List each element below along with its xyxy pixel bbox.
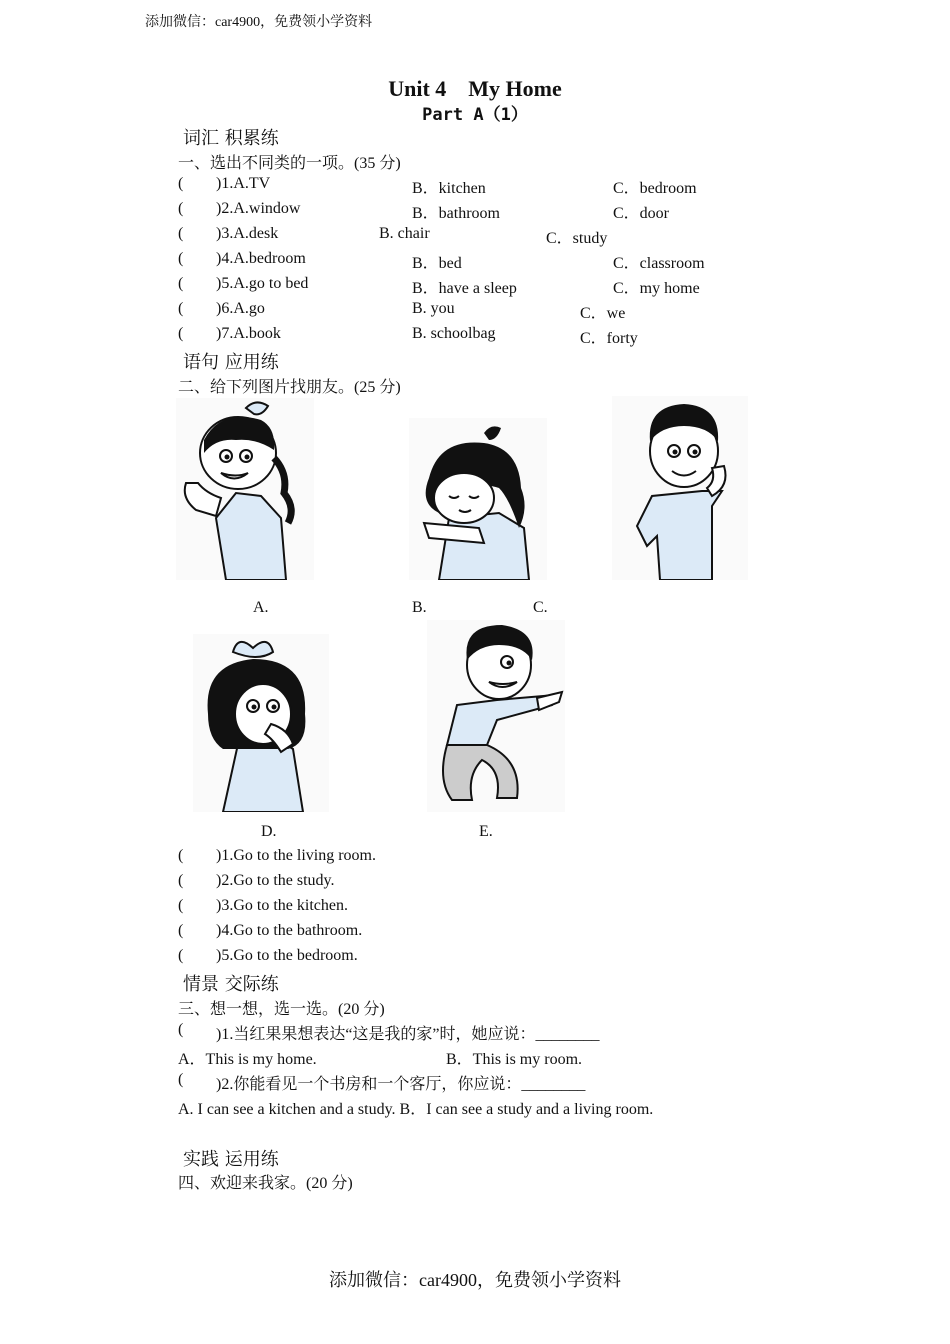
section2-heading: 语句 应用练	[183, 352, 279, 373]
header-note: 添加微信：car4900，免费领小学资料	[145, 15, 373, 30]
picture-c-boy-flexing	[612, 396, 748, 580]
question-paren: (	[178, 1021, 184, 1038]
section1-instruction: 一、选出不同类的一项。(35 分)	[178, 155, 401, 172]
question-1: )1.当红果果想表达“这是我的家”时，她应说：________	[216, 1026, 600, 1043]
option-b: B．This is my room.	[446, 1051, 583, 1068]
footer-note: 添加微信：car4900，免费领小学资料	[329, 1270, 621, 1290]
picture-e-boy-pointing	[427, 620, 565, 812]
picture-label-d: D.	[261, 823, 277, 840]
option-a: A．This is my home.	[178, 1051, 317, 1068]
picture-label-c: C.	[533, 599, 548, 616]
question-2: )2.你能看见一个书房和一个客厅，你应说：________	[216, 1076, 586, 1093]
section2-instruction: 二、给下列图片找朋友。(25 分)	[178, 379, 401, 396]
picture-label-b: B.	[412, 599, 427, 616]
section3-instruction: 三、想一想，选一选。(20 分)	[178, 1001, 385, 1018]
picture-label-a: A.	[253, 599, 269, 616]
section1-heading: 词汇 积累练	[183, 128, 279, 149]
page-subtitle: Part A（1）	[422, 105, 528, 125]
section4-instruction: 四、欢迎来我家。(20 分)	[178, 1175, 353, 1192]
options-ab: A. I can see a kitchen and a study. B．I can see a study and a living room.	[178, 1101, 654, 1118]
question-paren: (	[178, 1071, 184, 1088]
page-title: Unit 4 My Home	[388, 76, 562, 101]
picture-label-e: E.	[479, 823, 493, 840]
picture-a-girl-clapping	[176, 398, 314, 580]
section4-heading: 实践 运用练	[183, 1149, 279, 1170]
picture-d-girl-brushing	[193, 634, 329, 812]
section3-heading: 情景 交际练	[183, 974, 279, 995]
picture-b-girl-sleeping	[409, 418, 547, 580]
